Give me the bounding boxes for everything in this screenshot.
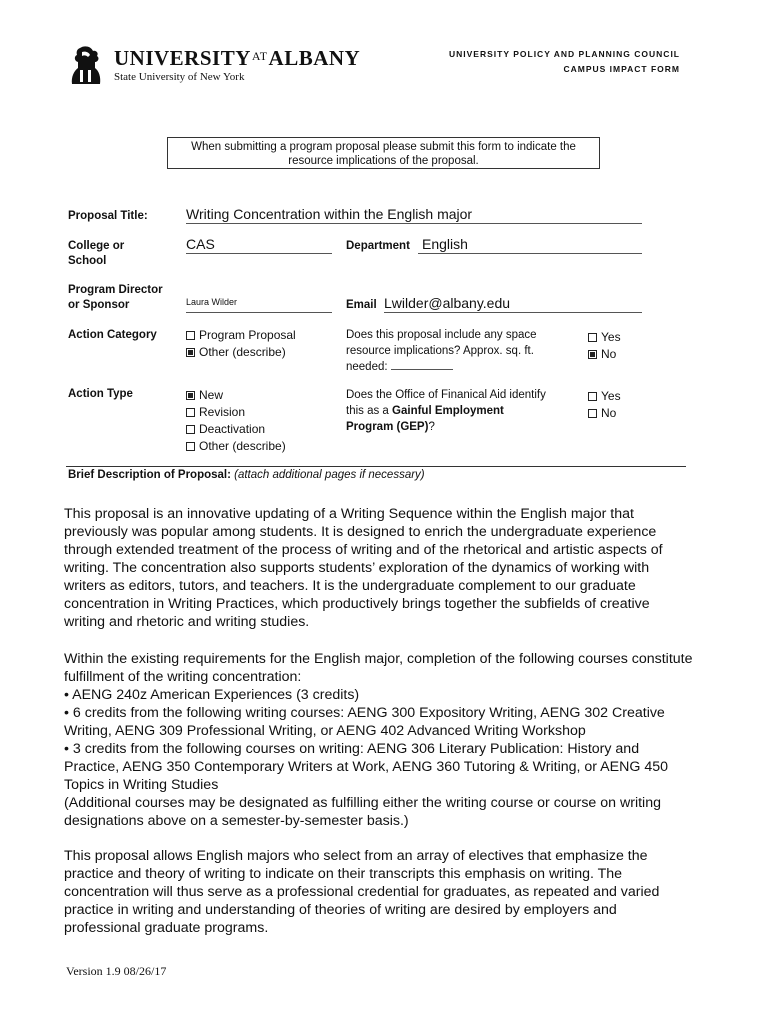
checkbox-other-describe[interactable]: Other (describe): [186, 344, 296, 361]
college-label: College or School: [68, 240, 125, 267]
college-field[interactable]: CAS: [186, 235, 332, 254]
checkbox-new[interactable]: New: [186, 387, 286, 404]
requirements-note: (Additional courses may be designated as fulfilling either the writing course or course on writing designations above on a semester-by-semester basis.): [64, 795, 661, 829]
checkbox-icon: [186, 408, 195, 417]
section-divider: [66, 466, 686, 467]
list-item: • 3 credits from the following courses on writing: AENG 306 Literary Publication: History and Practice, AENG 350 Contemporary Writers at Work, AENG 360 Tutoring & Writing, or AENG 450 Topics in Writing Studies: [64, 741, 668, 793]
description-paragraph-2: [64, 650, 694, 830]
checkbox-checked-icon: [186, 391, 195, 400]
submission-notice: When submitting a program proposal please submit this form to indicate the resource implications of the proposal.: [167, 137, 600, 169]
gep-answer-options: [588, 388, 621, 422]
email-label: Email: [346, 299, 377, 311]
space-answer-options: [588, 329, 621, 363]
checkbox-deactivation[interactable]: Deactivation: [186, 421, 286, 438]
brief-description-label: Brief Description of Proposal: (attach additional pages if necessary): [68, 469, 425, 481]
description-paragraph-1: This proposal is an innovative updating of a Writing Sequence within the English major that previously was popular among students. It is designed to enrich the undergraduate experience through extended treatment of the process of writing and of the rhetorical and artistic aspects of writing. The concentration also supports students’ exploration of the dynamics of working with writers as editors, tutors, and teachers. It is the undergraduate complement to our graduate concentration in Writing Practices, which productively brings together the subfields of creative writing and rhetoric and writing studies.: [64, 506, 663, 630]
list-item: • 6 credits from the following writing courses: AENG 300 Expository Writing, AENG 302 Creative Writing, AENG 309 Professional Writing, or AENG 402 Advanced Writing Workshop: [64, 705, 665, 739]
checkbox-checked-icon: [186, 348, 195, 357]
checkbox-revision[interactable]: Revision: [186, 404, 286, 421]
director-field[interactable]: Laura Wilder: [186, 294, 332, 313]
department-field[interactable]: English: [418, 235, 642, 254]
minerva-icon: [66, 44, 106, 86]
version-footer: Version 1.9 08/26/17: [66, 964, 167, 978]
description-paragraph-3: This proposal allows English majors who select from an array of electives that emphasize the practice and theory of writing to indicate on their transcripts this emphasis on writing. The concentration will thus serve as a professional credential for graduates, as repeated and varied practice in writing and understanding of theories of writing are desired by employers and professional graduate programs.: [64, 848, 660, 936]
email-field[interactable]: Lwilder@albany.edu: [384, 294, 642, 313]
checkbox-space-yes[interactable]: Yes: [588, 329, 621, 346]
director-label: Program Director or Sponsor: [68, 284, 163, 311]
department-label: Department: [346, 240, 410, 252]
action-category-label: Action Category: [68, 329, 157, 341]
checkbox-space-no[interactable]: No: [588, 346, 621, 363]
form-name: CAMPUS IMPACT FORM: [563, 64, 680, 74]
action-category-options: [186, 327, 296, 361]
checkbox-gep-yes[interactable]: Yes: [588, 388, 621, 405]
checkbox-icon: [588, 392, 597, 401]
checkbox-icon: [186, 425, 195, 434]
form-header: [449, 47, 680, 77]
checkbox-program-proposal[interactable]: Program Proposal: [186, 327, 296, 344]
checkbox-icon: [588, 333, 597, 342]
action-type-label: Action Type: [68, 388, 133, 400]
checkbox-gep-no[interactable]: No: [588, 405, 621, 422]
requirements-intro: Within the existing requirements for the English major, completion of the following courses constitute fulfillment of the writing concentration:: [64, 651, 693, 685]
checkbox-checked-icon: [588, 350, 597, 359]
checkbox-icon: [588, 409, 597, 418]
proposal-title-label: Proposal Title:: [68, 210, 148, 222]
proposal-title-field[interactable]: Writing Concentration within the English major: [186, 205, 642, 224]
university-logo: [66, 44, 386, 88]
checkbox-icon: [186, 331, 195, 340]
action-type-options: [186, 387, 286, 455]
sq-ft-field[interactable]: [391, 359, 453, 370]
gep-question: Does the Office of Finanical Aid identify this as a Gainful Employment Program (GEP)?: [346, 389, 546, 433]
space-question: Does this proposal include any space resource implications? Approx. sq. ft. needed:: [346, 329, 537, 373]
checkbox-icon: [186, 442, 195, 451]
logo-subtitle: State University of New York: [114, 71, 245, 83]
council-name: UNIVERSITY POLICY AND PLANNING COUNCIL: [449, 49, 680, 59]
logo-wordmark: $UNIVERSITY^{AT}ALBANY$: [114, 46, 361, 70]
checkbox-other-describe[interactable]: Other (describe): [186, 438, 286, 455]
list-item: • AENG 240z American Experiences (3 credits): [64, 687, 360, 703]
